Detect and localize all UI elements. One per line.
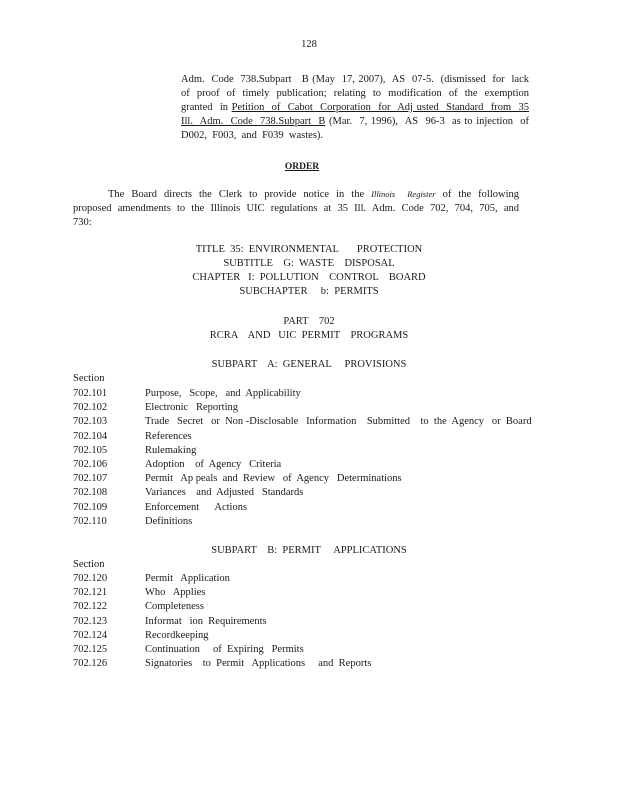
section-title: Electronic Reporting bbox=[145, 402, 239, 414]
section-entry bbox=[73, 515, 533, 529]
part-block bbox=[0, 315, 618, 343]
section-number: 702.106 bbox=[73, 458, 108, 470]
intro-line-5: D002, F003, and F039 wastes). bbox=[181, 130, 324, 141]
title-block bbox=[0, 243, 618, 299]
intro-line-3 bbox=[181, 101, 529, 115]
section-title: Definitions bbox=[145, 515, 193, 527]
section-number: 702.123 bbox=[73, 615, 108, 627]
section-title: Permit Ap peals and Review of Agency Determinations bbox=[145, 473, 402, 485]
section-number: 702.121 bbox=[73, 587, 108, 599]
part-number: PART 702 bbox=[283, 316, 335, 327]
section-entry bbox=[73, 430, 533, 444]
section-title: Completeness bbox=[145, 601, 204, 613]
section-title: Recordkeeping bbox=[145, 629, 209, 641]
section-title: Continuation of Expiring Permits bbox=[145, 643, 304, 655]
intro-line-3-text: granted in bbox=[181, 102, 232, 113]
section-title: Rulemaking bbox=[145, 444, 197, 456]
case-citation-link-cont: Ill. Adm. Code 738.Subpart B bbox=[181, 116, 326, 127]
section-title: Informat ion Requirements bbox=[145, 615, 267, 627]
body-paragraph bbox=[73, 187, 519, 230]
section-number: 702.109 bbox=[73, 501, 108, 513]
body-line-3: 730: bbox=[73, 217, 92, 228]
section-title: Trade Secret or Non -Disclosable Information Submitted to the Agency or Board bbox=[145, 416, 532, 428]
section-number: 702.120 bbox=[73, 573, 108, 584]
section-number: 702.125 bbox=[73, 643, 108, 655]
chapter-line: CHAPTER I: POLLUTION CONTROL BOARD bbox=[192, 272, 426, 283]
section-number: 702.107 bbox=[73, 473, 108, 485]
section-number: 702.124 bbox=[73, 629, 108, 641]
subpart-b-heading: SUBPART B: PERMIT APPLICATIONS bbox=[211, 545, 407, 556]
section-title: Signatories to Permit Applications and Reports bbox=[145, 658, 372, 670]
section-title: References bbox=[145, 430, 192, 442]
section-entry bbox=[73, 600, 533, 614]
section-number: 702.105 bbox=[73, 444, 108, 456]
page-number: 128 bbox=[301, 39, 317, 50]
intro-line-1: Adm. Code 738.Subpart B (May 17, 2007), AS 07-5. (dismissed for lack bbox=[181, 74, 529, 85]
intro-line-4 bbox=[181, 115, 529, 129]
section-number: 702.110 bbox=[73, 515, 107, 527]
subpart-a-section-list bbox=[73, 387, 533, 529]
section-entry bbox=[73, 444, 533, 458]
section-entry bbox=[73, 387, 533, 401]
register-title: Illinois Register bbox=[371, 189, 436, 199]
part-title: RCRA AND UIC PERMIT PROGRAMS bbox=[209, 330, 409, 341]
section-number: 702.102 bbox=[73, 402, 108, 414]
title-line: TITLE 35: ENVIRONMENTAL PROTECTION bbox=[195, 244, 423, 255]
section-title: Adoption of Agency Criteria bbox=[145, 458, 282, 470]
section-entry bbox=[73, 657, 533, 671]
section-entry bbox=[73, 629, 533, 643]
section-title: Variances and Adjusted Standards bbox=[145, 487, 304, 499]
section-title: Who Applies bbox=[145, 587, 206, 599]
order-heading: ORDER bbox=[284, 162, 320, 172]
section-number: 702.122 bbox=[73, 601, 108, 613]
section-entry bbox=[73, 486, 533, 500]
subpart-a-heading: SUBPART A: GENERAL PROVISIONS bbox=[211, 359, 407, 370]
section-entry bbox=[73, 472, 533, 486]
section-entry bbox=[73, 643, 533, 657]
section-number: 702.126 bbox=[73, 658, 108, 670]
subchapter-line: SUBCHAPTER b: PERMITS bbox=[239, 286, 379, 297]
section-entry bbox=[73, 415, 533, 429]
section-label-b: Section bbox=[73, 559, 105, 570]
intro-line-4-text: (Mar. 7, 1996), AS 96-3 as to injection of bbox=[325, 116, 529, 127]
section-title: Enforcement Actions bbox=[145, 501, 248, 513]
section-entry bbox=[73, 501, 533, 515]
body-line-1: The Board directs the Clerk to provide notice in the Illinois Register of the following bbox=[108, 189, 519, 200]
section-entry bbox=[73, 586, 533, 600]
section-label-a: Section bbox=[73, 373, 105, 384]
section-title: Purpose, Scope, and Applicability bbox=[145, 388, 301, 399]
subpart-b-section-list bbox=[73, 572, 533, 671]
section-entry bbox=[73, 458, 533, 472]
section-entry bbox=[73, 401, 533, 415]
body-line-2: proposed amendments to the Illinois UIC regulations at 35 Ill. Adm. Code 702, 704, 705, and bbox=[73, 203, 519, 214]
section-entry bbox=[73, 572, 533, 586]
case-citation-link: Petition of Cabot Corporation for Adj usted Standard from 35 bbox=[231, 102, 529, 113]
intro-line-2: of proof of timely publication; relating to modification of the exemption bbox=[181, 88, 529, 99]
section-title: Permit Application bbox=[145, 573, 230, 584]
section-number: 702.108 bbox=[73, 487, 108, 499]
intro-paragraph bbox=[181, 73, 529, 143]
subtitle-line: SUBTITLE G: WASTE DISPOSAL bbox=[223, 258, 395, 269]
section-number: 702.104 bbox=[73, 430, 108, 442]
section-number: 702.103 bbox=[73, 416, 108, 428]
section-entry bbox=[73, 615, 533, 629]
section-number: 702.101 bbox=[73, 388, 108, 399]
